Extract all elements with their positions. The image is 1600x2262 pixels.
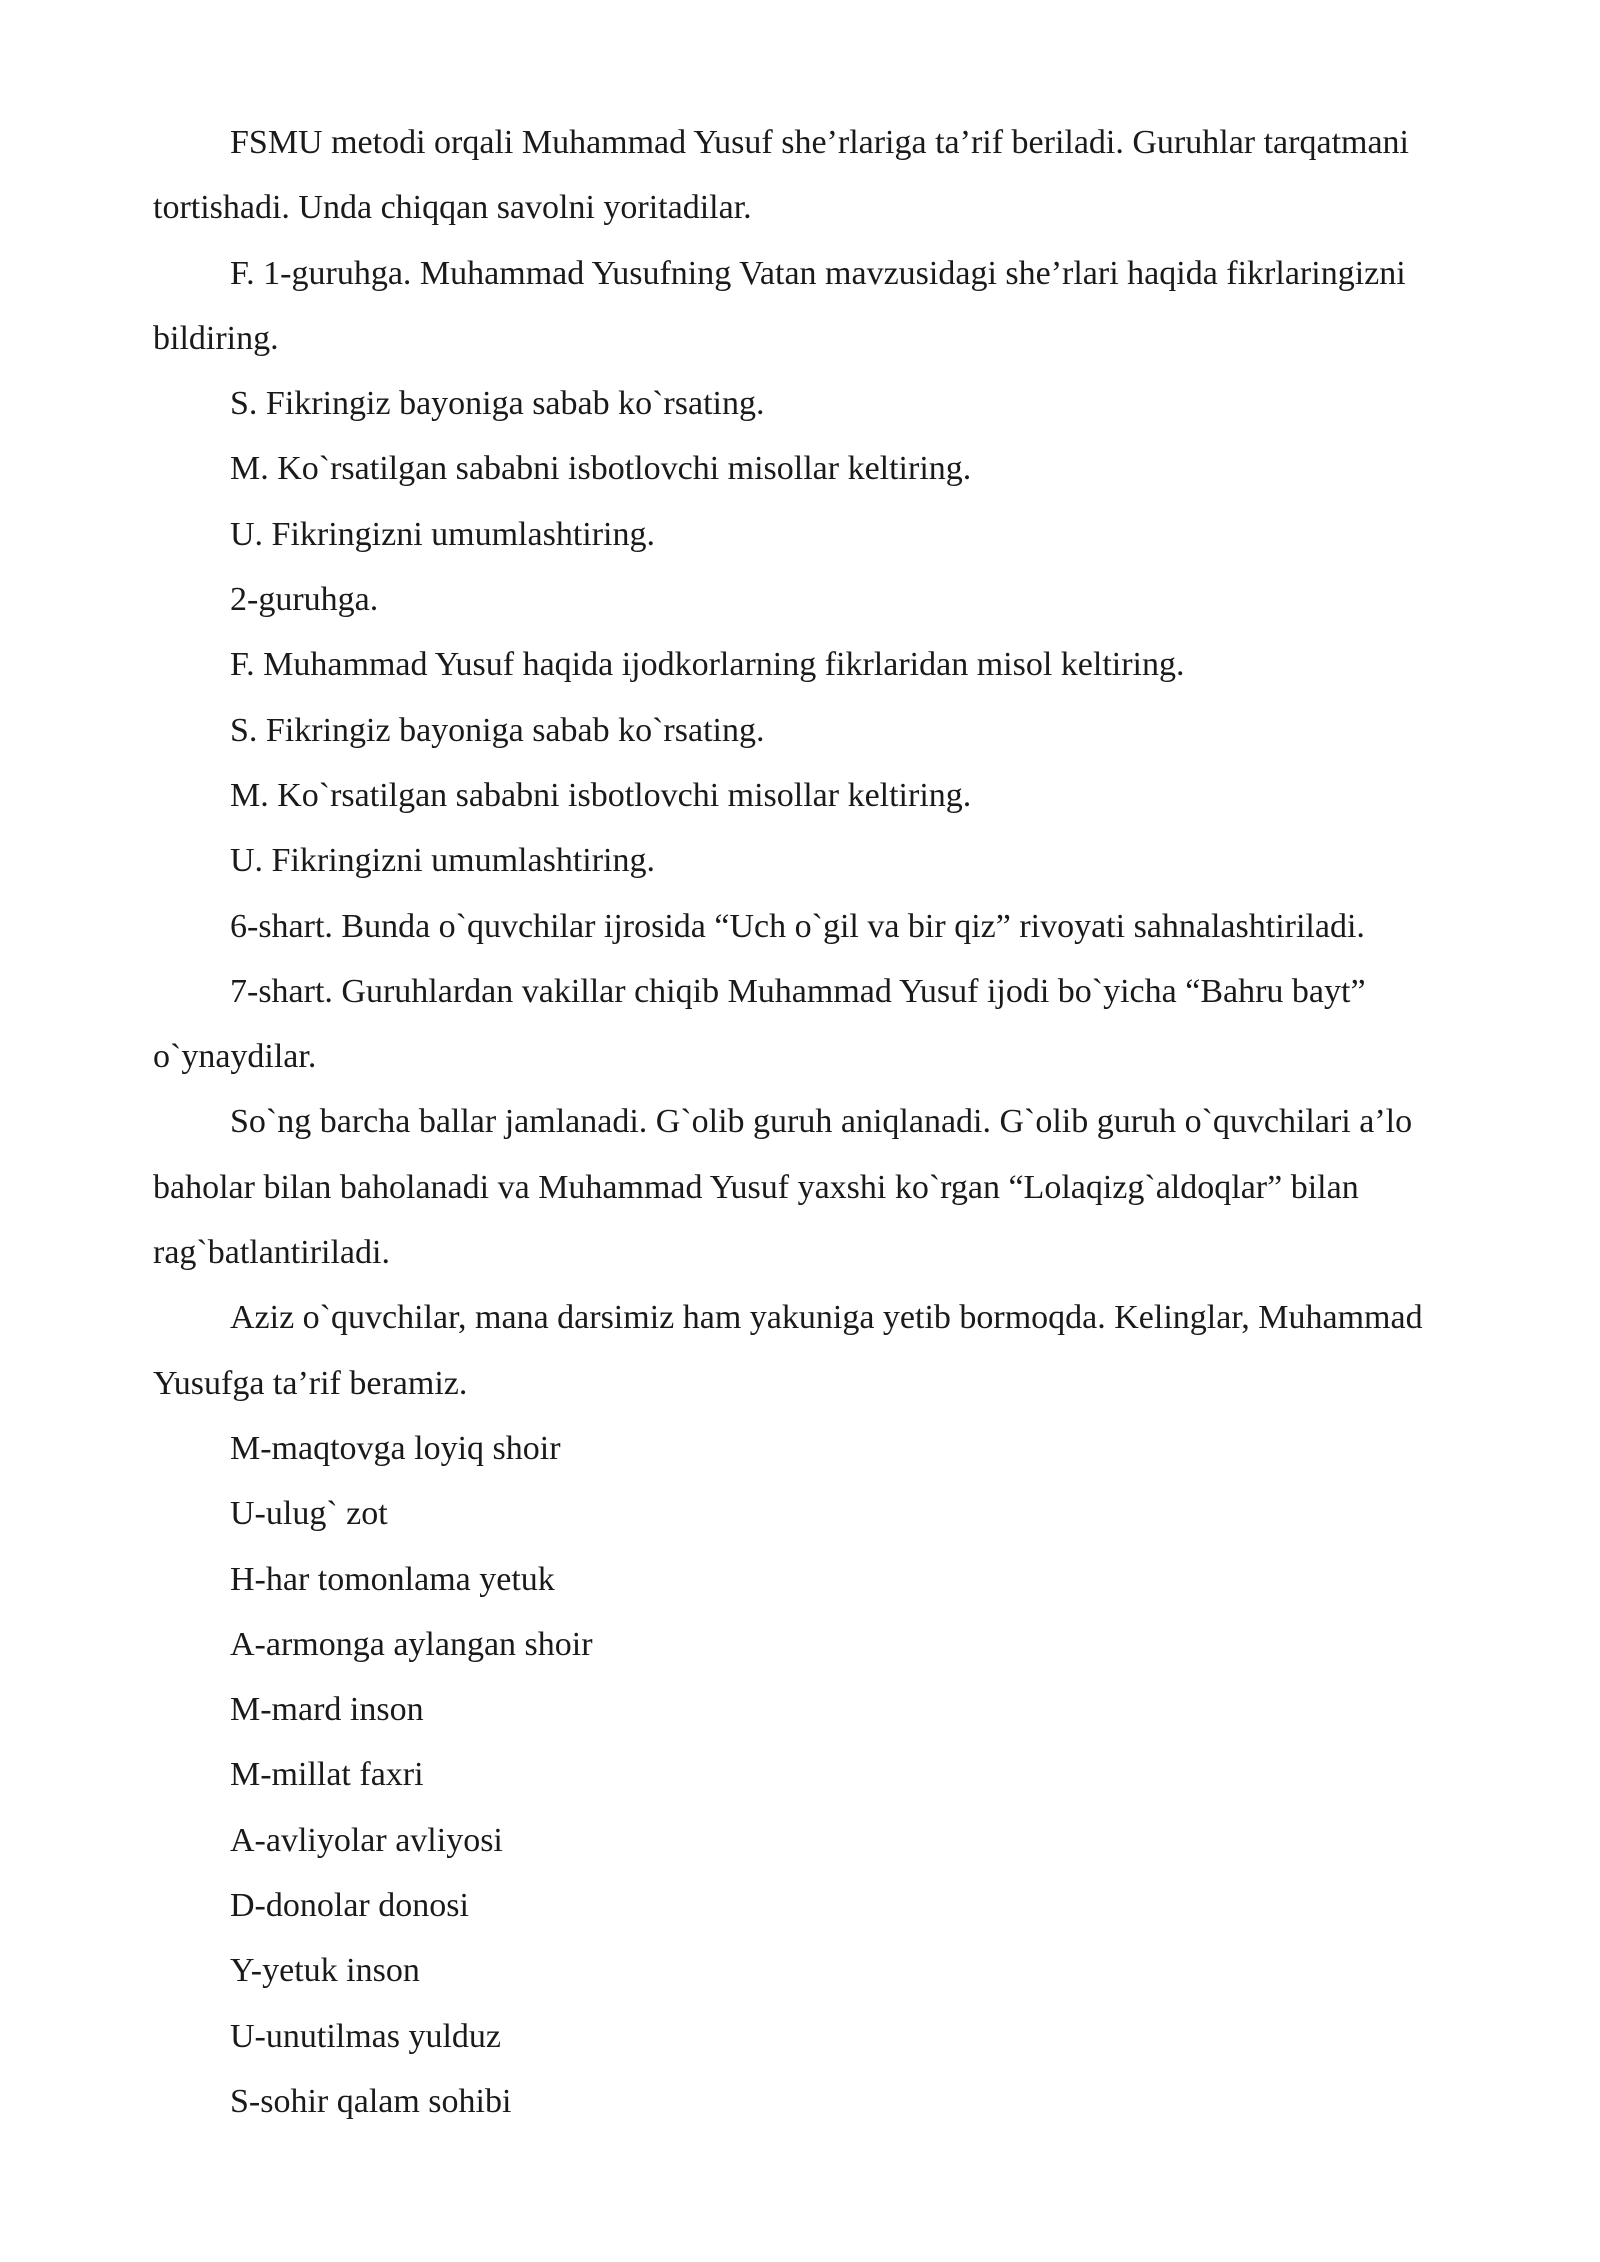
paragraph-group1-m: M. Ko`rsatilgan sababni isbotlovchi misollar keltiring.	[230, 450, 972, 488]
document-body	[153, 110, 1493, 2134]
paragraph-group2-f: F. Muhammad Yusuf haqida ijodkorlarning fikrlaridan misol keltiring.	[230, 646, 1185, 684]
acrostic-line: U-ulug` zot	[230, 1495, 388, 1533]
paragraph-results: So`ng barcha ballar jamlanadi. G`olib guruh aniqlanadi. G`olib guruh o`quvchilari a’lo baholar bilan baholanadi va Muhammad Yusuf yaxshi ko`rgan “Lolaqizg`aldoqlar” bilan rag`batlantiriladi.	[153, 1103, 1413, 1272]
acrostic-line: M-millat faxri	[230, 1756, 424, 1794]
acrostic-line: A-armonga aylangan shoir	[230, 1625, 593, 1663]
paragraph-group1-s: S. Fikringiz bayoniga sabab ko`rsating.	[230, 385, 765, 423]
acrostic-line: A-avliyolar avliyosi	[230, 1821, 503, 1859]
paragraph-group2-m: M. Ko`rsatilgan sababni isbotlovchi misollar keltiring.	[230, 776, 972, 814]
paragraph-group2-s: S. Fikringiz bayoniga sabab ko`rsating.	[230, 711, 765, 749]
paragraph-group2-u: U. Fikringizni umumlashtiring.	[230, 842, 655, 880]
paragraph-closing: Aziz o`quvchilar, mana darsimiz ham yakuniga yetib bormoqda. Kelinglar, Muhammad Yusufga ta’rif beramiz.	[153, 1299, 1423, 1402]
paragraph-condition-6: 6-shart. Bunda o`quvchilar ijrosida “Uch o`gil va bir qiz” rivoyati sahnalashtiriladi.	[230, 907, 1365, 945]
paragraph-condition-7: 7-shart. Guruhlardan vakillar chiqib Muhammad Yusuf ijodi bo`yicha “Bahru bayt” o`ynaydilar.	[153, 972, 1366, 1076]
paragraph-fsmu-intro: FSMU metodi orqali Muhammad Yusuf she’rlariga ta’rif beriladi. Guruhlar tarqatmani tortishadi. Unda chiqqan savolni yoritadilar.	[153, 124, 1409, 227]
paragraph-group1-f: F. 1-guruhga. Muhammad Yusufning Vatan mavzusidagi she’rlari haqida fikrlaringizni bildiring.	[153, 254, 1406, 357]
acrostic-line: S-sohir qalam sohibi	[230, 2082, 512, 2120]
acrostic-line: M-maqtovga loyiq shoir	[230, 1429, 561, 1467]
paragraph-group1-u: U. Fikringizni umumlashtiring.	[230, 515, 655, 553]
acrostic-line: D-donolar donosi	[230, 1887, 469, 1925]
acrostic-line: U-unutilmas yulduz	[230, 2017, 502, 2055]
acrostic-line: M-mard inson	[230, 1691, 424, 1729]
acrostic-line: Y-yetuk inson	[230, 1952, 420, 1990]
paragraph-group2-heading: 2-guruhga.	[230, 581, 379, 619]
acrostic-line: H-har tomonlama yetuk	[230, 1560, 555, 1598]
